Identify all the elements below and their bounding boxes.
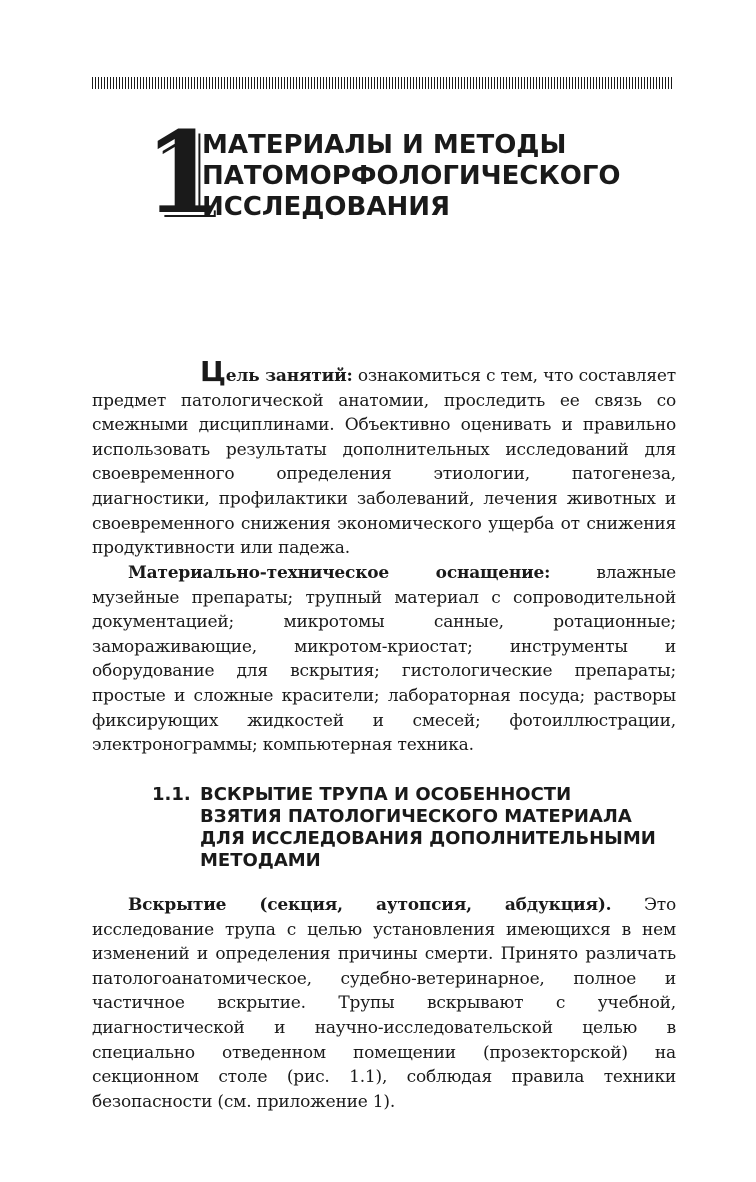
section-number: 1.1. bbox=[152, 784, 191, 805]
header-rule bbox=[92, 77, 674, 89]
goal-paragraph bbox=[92, 355, 676, 561]
drop-cap: Ц bbox=[200, 355, 226, 388]
goal-text: ознакомиться с тем, что составляет предмет патологической анатомии, проследить ее связь со смежными дисциплинами. Объективно оценивать и правильно использовать результаты дополнительных исследований для своевременного определения этиологии, патогенеза, диагностики, профилактики заболеваний, лечения животных и своевременного снижения экономического ущерба от снижения продуктивности или падежа. bbox=[92, 366, 676, 559]
section-title-line: ВЗЯТИЯ ПАТОЛОГИЧЕСКОГО МАТЕРИАЛА bbox=[200, 806, 632, 827]
equipment-paragraph bbox=[92, 561, 676, 758]
chapter-title bbox=[202, 130, 682, 223]
autopsy-label: Вскрытие (секция, аутопсия, абдукция). bbox=[128, 895, 612, 915]
chapter-title-line: ИССЛЕДОВАНИЯ bbox=[202, 192, 451, 222]
equipment-label: Материально-техническое оснащение: bbox=[128, 563, 551, 583]
chapter-title-line: МАТЕРИАЛЫ И МЕТОДЫ bbox=[202, 130, 567, 160]
goal-label: ель занятий: bbox=[225, 366, 353, 386]
section-title-line: ДЛЯ ИССЛЕДОВАНИЯ ДОПОЛНИТЕЛЬНЫМИ bbox=[200, 828, 656, 849]
chapter-title-line: ПАТОМОРФОЛОГИЧЕСКОГО bbox=[202, 161, 621, 191]
section-title-line: МЕТОДАМИ bbox=[200, 850, 321, 871]
autopsy-text: Это исследование трупа с целью установления имеющихся в нем изменений и определения причины смерти. Принято различать патологоанатомическое, судебно-ветеринарное, полное и частичное вскрытие. Трупы вскрывают с учебной, диагностической и научно-исследовательской целью в специально отведенном помещении (прозекторской) на секционном столе (рис. 1.1), соблюдая правила техники безопасности (см. приложение 1). bbox=[92, 895, 676, 1112]
section-title-line: ВСКРЫТИЕ ТРУПА И ОСОБЕННОСТИ bbox=[200, 784, 572, 805]
autopsy-paragraph bbox=[92, 893, 676, 1114]
chapter-number: 1 bbox=[144, 108, 222, 239]
equipment-text: влажные музейные препараты; трупный материал с сопроводительной документацией; микротомы санные, ротационные; замораживающие, микротом-криостат; инструменты и оборудование для вскрытия; гистологические препараты; простые и сложные красители; лабораторная посуда; растворы фиксирующих жидкостей и смесей; фотоиллюстрации, электронограммы; компьютерная техника. bbox=[92, 563, 676, 756]
